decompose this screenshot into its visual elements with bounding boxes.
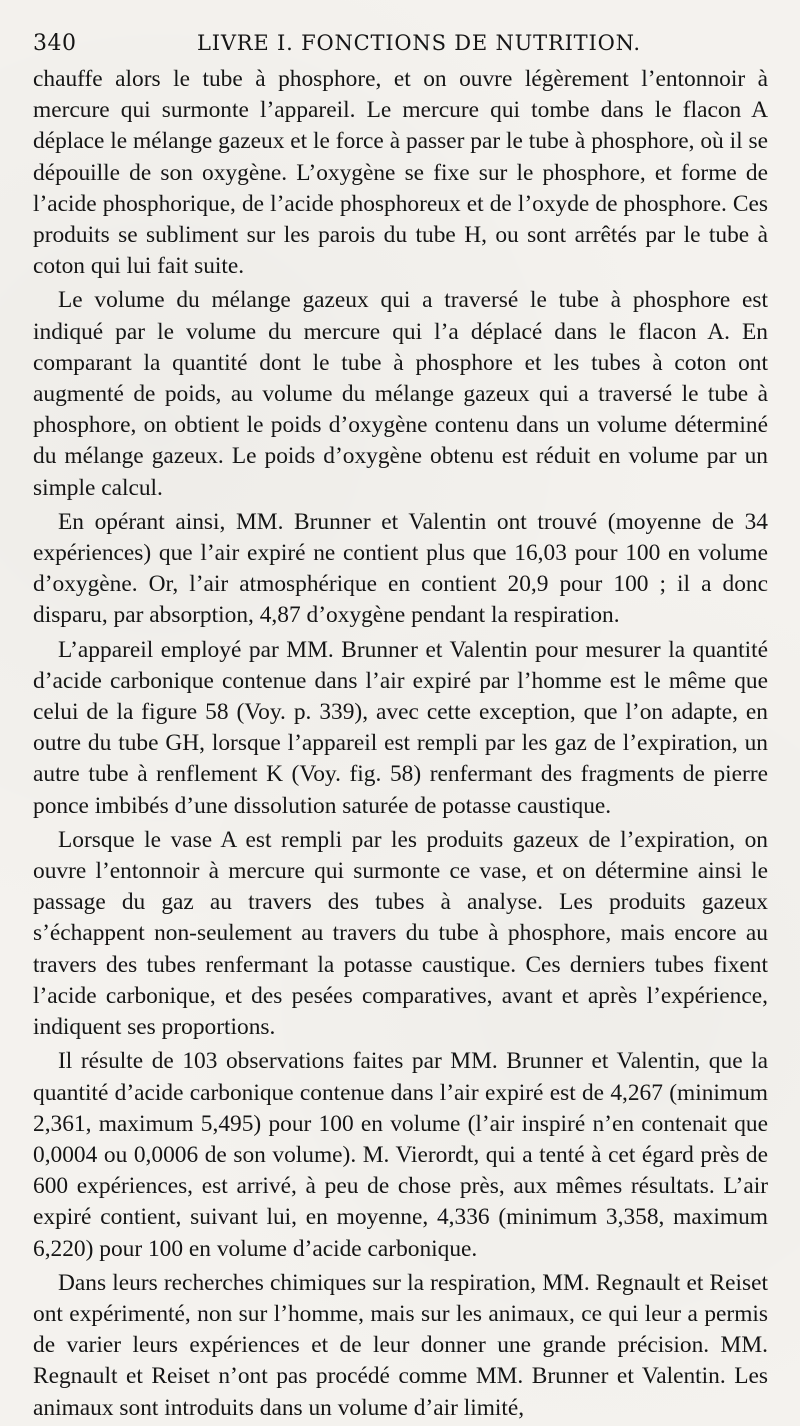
paragraph: Il résulte de 103 observations faites par MM. Brunner et Valentin, que la quantité d’acide carbonique contenue dans l’air expiré est de 4,267 (minimum 2,361, maximum 5,495) pour 100 en volume (l’air inspiré n’en contenait que 0,0004 ou 0,0006 de son volume). M. Vierordt, qui a tenté à cet égard près de 600 expériences, est arrivé, à peu de chose près, aux mêmes résultats. L’air expiré contient, suivant lui, en moyenne, 4,336 (minimum 3,358, maximum 6,220) pour 100 en volume d’acide carbonique. [33,1048,768,1262]
page-number: 340 [33,31,77,56]
running-title: LIVRE I. FONCTIONS DE NUTRITION. [197,31,641,55]
paragraph: En opérant ainsi, MM. Brunner et Valentin ont trouvé (moyenne de 34 expériences) que l’air expiré ne contient plus que 16,03 pour 100 en volume d’oxygène. Or, l’air atmosphérique en contient 20,9 pour 100 ; il a donc disparu, par absorption, 4,87 d’oxygène pendant la respiration. [33,508,768,629]
body-text [33,64,768,1424]
paragraph: L’appareil employé par MM. Brunner et Valentin pour mesurer la quantité d’acide carbonique contenue dans l’air expiré par l’homme est le même que celui de la figure 58 (Voy. p. 339), avec cette exception, que l’on adapte, en outre du tube GH, lorsque l’appareil est rempli par les gaz de l’expiration, un autre tube à renflement K (Voy. fig. 58) renfermant des fragments de pierre ponce imbibés d’une dissolution saturée de potasse caustique. [33,636,768,819]
running-head [33,28,768,64]
paragraph: Le volume du mélange gazeux qui a traversé le tube à phosphore est indiqué par le volume du mercure qui l’a déplacé dans le flacon A. En comparant la quantité dont le tube à phosphore et les tubes à coton ont augmenté de poids, au volume du mélange gazeux qui a traversé le tube à phosphore, on obtient le poids d’oxygène contenu dans un volume déterminé du mélange gazeux. Le poids d’oxygène obtenu est réduit en volume par un simple calcul. [33,287,768,501]
paragraph: Dans leurs recherches chimiques sur la respiration, MM. Regnault et Reiset ont expérimenté, non sur l’homme, mais sur les animaux, ce qui leur a permis de varier leurs expériences et de leur donner une grande précision. MM. Regnault et Reiset n’ont pas procédé comme MM. Brunner et Valentin. Les animaux sont introduits dans un volume d’air limité, [33,1269,768,1421]
paragraph: chauffe alors le tube à phosphore, et on ouvre légèrement l’entonnoir à mercure qui surmonte l’appareil. Le mercure qui tombe dans le flacon A déplace le mélange gazeux et le force à passer par le tube à phosphore, où il se dépouille de son oxygène. L’oxygène se fixe sur le phosphore, et forme de l’acide phosphorique, de l’acide phosphoreux et de l’oxyde de phosphore. Ces produits se subliment sur les parois du tube H, ou sont arrêtés par le tube à coton qui lui fait suite. [33,66,768,280]
paragraph: Lorsque le vase A est rempli par les produits gazeux de l’expiration, on ouvre l’entonnoir à mercure qui surmonte ce vase, et on détermine ainsi le passage du gaz au travers des tubes à analyse. Les produits gazeux s’échappent non-seulement au travers du tube à phosphore, mais encore au travers des tubes renfermant la potasse caustique. Ces derniers tubes fixent l’acide carbonique, et des pesées comparatives, avant et après l’expérience, indiquent ses proportions. [33,826,768,1041]
